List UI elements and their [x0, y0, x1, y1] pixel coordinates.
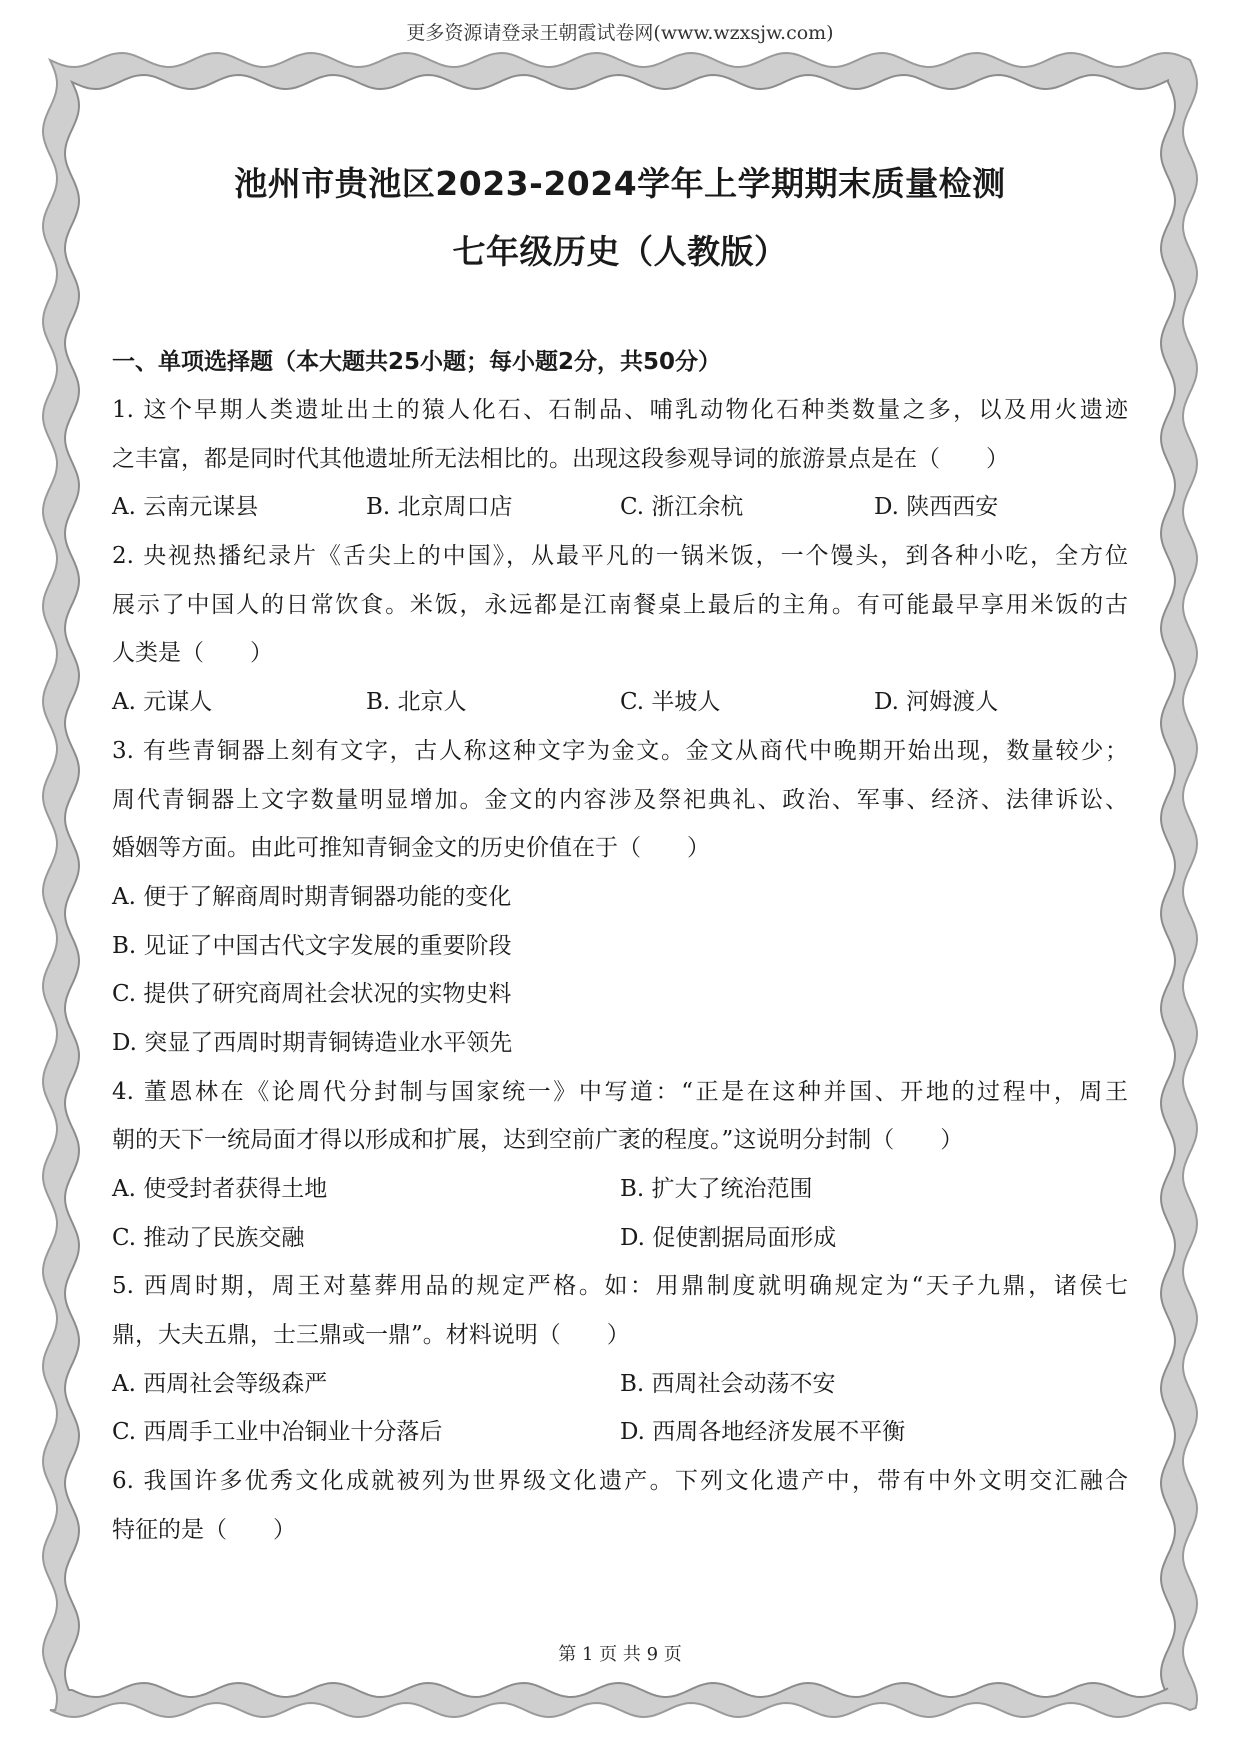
question-text-line: 特征的是（ ）	[112, 1516, 296, 1543]
option-row	[112, 1360, 1128, 1409]
exam-subtitle: 七年级历史（人教版）	[452, 232, 788, 271]
question-text-line: 婚姻等方面。由此可推知青铜金文的历史价值在于（ ）	[112, 835, 710, 862]
question-text-line: 鼎，大夫五鼎，士三鼎或一鼎”。材料说明（ ）	[112, 1322, 630, 1349]
question-text-line: 1. 这个早期人类遗址出土的猿人化石、石制品、哺乳动物化石种类数量之多，以及用火遗迹	[112, 397, 1128, 423]
option-d: D. 突显了西周时期青铜铸造业水平领先	[112, 1029, 513, 1056]
header-note: 更多资源请登录王朝霞试卷网(www.wzxsjw.com)	[406, 22, 834, 44]
option-a: A. 云南元谋县	[112, 494, 259, 521]
option-row	[112, 483, 1128, 532]
question-2	[112, 532, 1128, 727]
option-c: C. 西周手工业中冶铜业十分落后	[112, 1419, 443, 1446]
question-text-line: 周代青铜器上文字数量明显增加。金文的内容涉及祭祀典礼、政治、军事、经济、法律诉讼、	[112, 786, 1128, 813]
question-3	[112, 727, 1128, 1068]
question-1	[112, 386, 1128, 532]
exam-title: 池州市贵池区2023-2024学年上学期期末质量检测	[234, 164, 1006, 203]
option-b: B. 西周社会动荡不安	[620, 1370, 836, 1397]
section-heading: 一、单项选择题（本大题共25小题；每小题2分，共50分）	[112, 349, 722, 375]
question-6	[112, 1457, 1128, 1554]
option-b: B. 扩大了统治范围	[620, 1176, 813, 1202]
question-5	[112, 1262, 1128, 1457]
option-row	[112, 1214, 1128, 1263]
option-b: B. 北京周口店	[366, 494, 513, 521]
option-b: B. 见证了中国古代文字发展的重要阶段	[112, 932, 512, 959]
question-4	[112, 1068, 1128, 1263]
option-d: D. 河姆渡人	[874, 689, 999, 716]
option-row	[112, 1165, 1128, 1214]
option-a: A. 便于了解商周时期青铜器功能的变化	[112, 883, 512, 910]
question-text-line: 6. 我国许多优秀文化成就被列为世界级文化遗产。下列文化遗产中，带有中外文明交汇融合	[112, 1468, 1128, 1495]
option-d: D. 促使割据局面形成	[620, 1224, 837, 1251]
option-a: A. 元谋人	[112, 689, 213, 716]
option-c: C. 半坡人	[620, 689, 721, 716]
option-row	[112, 678, 1128, 727]
page-footer: 第 1 页 共 9 页	[558, 1644, 682, 1665]
question-text-line: 之丰富，都是同时代其他遗址所无法相比的。出现这段参观导词的旅游景点是在（ ）	[112, 445, 1009, 472]
question-text-line: 展示了中国人的日常饮食。米饭，永远都是江南餐桌上最后的主角。有可能最早享用米饭的古	[112, 591, 1128, 618]
question-text-line: 3. 有些青铜器上刻有文字，古人称这种文字为金文。金文从商代中晚期开始出现，数量较少；	[112, 737, 1128, 764]
option-b: B. 北京人	[366, 689, 467, 716]
option-c: C. 推动了民族交融	[112, 1224, 305, 1251]
question-text-line: 5. 西周时期，周王对墓葬用品的规定严格。如：用鼎制度就明确规定为“天子九鼎，诸侯七	[112, 1273, 1128, 1300]
question-text-line: 朝的天下一统局面才得以形成和扩展，达到空前广袤的程度。”这说明分封制（ ）	[112, 1127, 964, 1154]
option-row	[112, 1408, 1128, 1457]
option-a: A. 使受封者获得土地	[112, 1176, 328, 1202]
option-c: C. 浙江余杭	[620, 494, 744, 521]
question-text-line: 2. 央视热播纪录片《舌尖上的中国》，从最平凡的一锅米饭，一个馒头，到各种小吃，全方位	[112, 543, 1128, 570]
question-text-line: 4. 董恩林在《论周代分封制与国家统一》中写道：“正是在这种并国、开地的过程中，周王	[112, 1078, 1128, 1105]
option-d: D. 陕西西安	[874, 494, 999, 521]
question-text-line: 人类是（ ）	[112, 640, 273, 667]
option-c: C. 提供了研究商周社会状况的实物史料	[112, 981, 512, 1008]
option-a: A. 西周社会等级森严	[112, 1370, 328, 1397]
exam-page	[112, 150, 1128, 1555]
option-d: D. 西周各地经济发展不平衡	[620, 1419, 906, 1446]
